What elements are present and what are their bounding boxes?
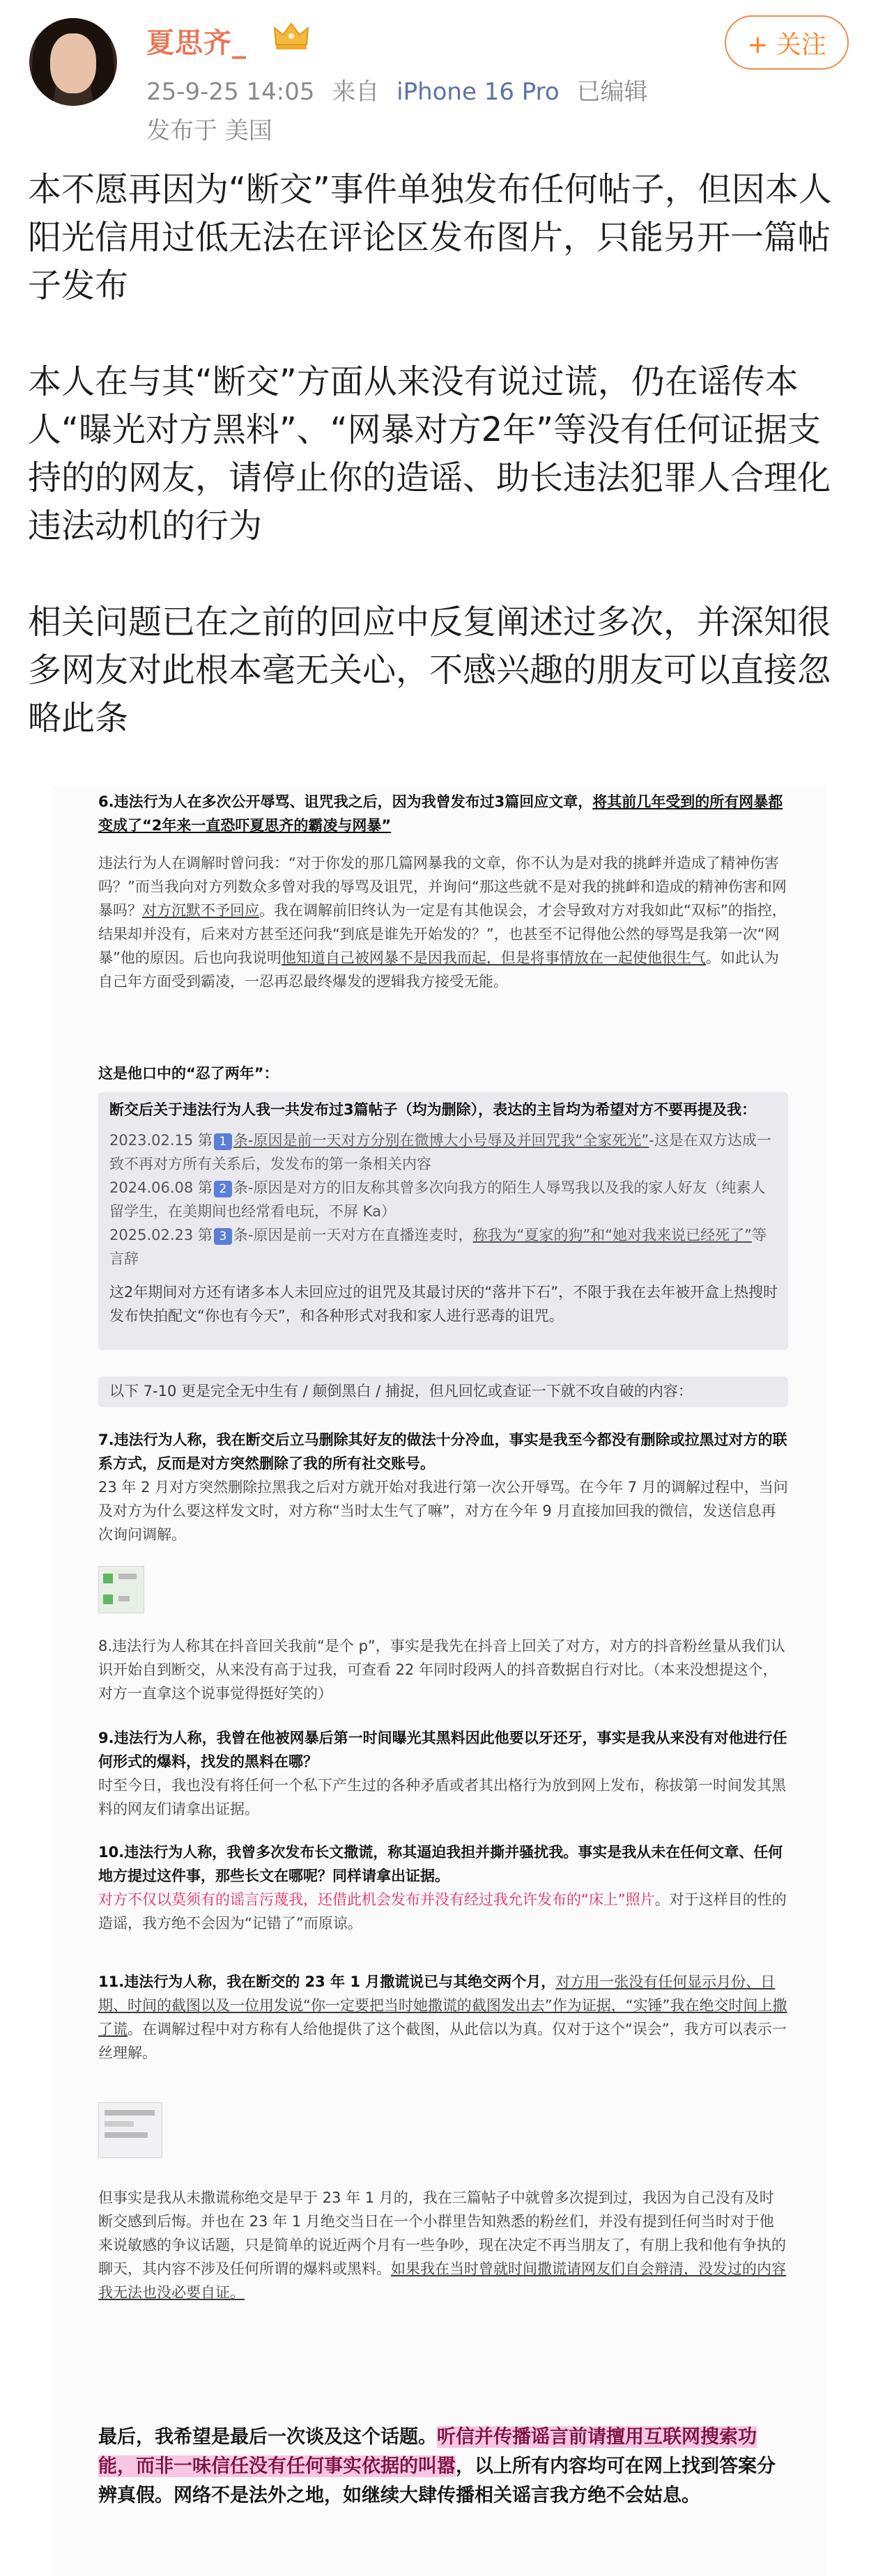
follow-button[interactable]: + 关注 (725, 15, 849, 70)
section-11-continued: 但事实是我从未撒谎称绝交是早于 23 年 1 月的，我在三篇帖子中就曾多次提到过，我因为自己没有及时断交感到后悔。并也在 23 年 1 月绝交当日在一个小群里告知熟悉的粉丝们，并没有提到任何当时对于他来说敏感的争议话题，只是简单的说近两个月有一些争吵，现在决定不再当朋友了，有朋上我和他有争执的聊天，其内容不涉及任何所谓的爆料或黑料。如果我在当时曾就时间撒谎请网友们自会辩清，没发过的内容我无法也没必要自证。 (98, 2189, 786, 2301)
post-header (0, 0, 878, 160)
section-10: 10.违法行为人称，我曾多次发布长文撒谎，称其逼迫我担并撕并骚扰我。事实是我从未在任何文章、任何地方提过这件事，那些长文在哪呢？同样请拿出证据。 对方不仅以莫须有的谣言污蔑我，还借此机会发布并没有经过我允许发布的“床上”照片。对于这样目的性的造谣，我方绝不会因为“记错了”而原谅。 (98, 1844, 787, 1932)
date-entry-1: 2023.02.15 第 1 条-原因是前一天对方分别在微博大小号辱及并回咒我“全家死光”-这是在双方达成一致不再对方所有关系后，发发布的第一条相关内容 (109, 1132, 771, 1172)
section-9: 9.违法行为人称，我曾在他被网暴后第一时间曝光其黑料因此他要以牙还牙，事实是我从来没有对他进行任何形式的爆料，找发的黑料在哪？ 时至今日，我也没有将任何一个私下产生过的各种矛盾或者其出格行为放到网上发布，称拔第一时间发其黑料的网友们请拿出证据。 (98, 1730, 787, 1817)
avatar-face (50, 33, 96, 93)
box-heading: 这是他口中的“忍了两年”： (98, 1065, 279, 1082)
avatar[interactable] (29, 18, 117, 106)
section-7: 7.违法行为人称，我在断交后立马删除其好友的做法十分冷血，事实是我至今都没有删除或拉黑过对方的联系方式，反而是对方突然删除了我的所有社交账号。 23 年 2 月对方突然删除拉黑我之后对方就开始对我进行第一次公开辱骂。在今年 7 月的调解过程中，当问及对方为什么要这样发文时，对方称“当时太生气了嘛”，对方在今年 9 月直接加回我的微信，发送信息再次询问调解。 (98, 1431, 788, 1543)
post-timestamp: 25-9-25 14:05 (146, 78, 315, 106)
screenshot-thumbnail-2[interactable] (98, 2102, 162, 2158)
post-region: 发布于 美国 (146, 117, 272, 145)
notice-strip-text: 以下 7-10 更是完全无中生有 / 颠倒黑白 / 捕捉，但凡回忆或查证一下就不攻自破的内容： (109, 1383, 693, 1399)
section-8: 8.违法行为人称其在抖音回关我前“是个 p”，事实是我先在抖音上回关了对方，对方的抖音粉丝量从我们认识开始自到断交，从来没有高于过我，可查看 22 年同时段两人的抖音数据自行对比。（本来没想提这个，对方一直拿这个说事觉得挺好笑的） (98, 1638, 785, 1702)
section-6-body: 违法行为人在调解时曾问我：“对于你发的那几篇网暴我的文章，你不认为是对我的挑衅并造成了精神伤害吗？”而当我向对方列数众多曾对我的辱骂及诅咒，并询问“那这些就不是对我的挑衅和造成的精神伤害和网暴吗？对方沉默不予回应。我在调解前旧终认为一定是有其他误会，才会导致对方对我如此“双标”的指控，结果却并没有，后来对方甚至还问我“到底是谁先开始发的？”，也甚至不记得他公然的辱骂是我第一次“网暴”他的原因。后也向我说明他知道自己被网暴不是因我而起，但是将事情放在一起使他很生气。如此认为自己年方面受到霸凌，一忍再忍最终爆发的逻辑我方接受无能。 (98, 855, 787, 990)
section-11: 11.违法行为人称，我在断交的 23 年 1 月撒谎说已与其绝交两个月，对方用一张没有任何显示月份、日期、时间的截图以及一位用发说“你一定要把当时她撒谎的截图发出去”作为证据，“实锤”我在绝交时间上撒了谎。在调解过程中对方称有人给他提供了这个截图，从此信以为真。仅对于这个“误会”，我方可以表示一丝理解。 (98, 1973, 787, 2061)
post-meta (146, 72, 658, 107)
post-paragraph: 本不愿再因为“断交”事件单独发布任何帖子，但因本人阳光信用过低无法在评论区发布图片，只能另开一篇帖子发布 (28, 170, 832, 305)
date-entry-2: 2024.06.08 第 2 条-原因是对方的旧友称其曾多次向我方的陌生人辱骂我以及我的家人好友（纯素人留学生，在美期间也经常看电玩，不屏 Ka） (109, 1179, 766, 1220)
source-device[interactable]: iPhone 16 Pro (396, 78, 560, 106)
pink-highlight: 对方不仅以莫须有的谣言污蔑我，还借此机会发布并没有经过我允许发布的“床上”照片 (98, 1891, 655, 1908)
date-entry-3: 2025.02.23 第 3 条-原因是前一天对方在直播连麦时，称我为“夏家的狗”和“她对我来说已经死了”等言辞 (109, 1227, 767, 1267)
post-body (28, 166, 854, 791)
chat-screenshot-thumbnail[interactable] (98, 1566, 144, 1613)
quoted-box-content: 断交后关于违法行为人我一共发布过3篇帖子（均为删除），表达的主旨均为希望对方不要再提及我： 2023.02.15 第 1 条-原因是前一天对方分别在微博大小号辱及并回咒我“全家死光”-这是在双方达成一致不再对方所有关系后，发发布的第一条相关内容 2024.06.08 第 2 条-原因是对方的旧友称其曾多次向我方的陌生人辱骂我以及我的家人好友（纯素人留学生，在美期间也经常看电玩，不屏 Ka） 2025.02.23 第 3 条-原因是前一天对方在直播连麦时，称我为“夏家的狗”和“她对我来说已经死了”等言辞 这2年期间对方还有诸多本人未回应过的诅咒及其最讨厌的“落井下石”，不限于我在去年被开盒上热搜时发布快拍配文“你也有今天”，和各种形式对我和家人进行恶毒的诅咒。 (109, 1101, 778, 1324)
section-6-title: 6.违法行为人在多次公开辱骂、诅咒我之后，因为我曾发布过3篇回应文章，将其前几年受到的所有网暴都变成了“2年来一直恐吓夏思齐的霸凌与网暴” (98, 793, 783, 834)
final-statement: 最后，我希望是最后一次谈及这个话题。听信并传播谣言前请擅用互联网搜索功能，而非一味信任没有任何事实依据的叫嚣，以上所有内容均可在网上找到答案分辨真假。网络不是法外之地，如继续大肆传播相关谣言我方绝不会姑息。 (98, 2426, 776, 2506)
source-prefix: 来自 (332, 78, 380, 106)
user-name[interactable]: 夏思齐_ (146, 27, 247, 59)
attached-document-image[interactable] (52, 786, 826, 2576)
crown-badge-icon (272, 20, 311, 52)
post-paragraph: 相关问题已在之前的回应中反复阐述过多次，并深知很多网友对此根本毫无关心，不感兴趣的朋友可以直接忽略此条 (28, 603, 831, 738)
post-paragraph: 本人在与其“断交”方面从来没有说过谎，仍在谣传本人“曝光对方黑料”、“网暴对方2年”等没有任何证据支持的的网友，请停止你的造谣、助长违法犯罪人合理化违法动机的行为 (28, 362, 831, 545)
highlight-warning: 听信并传播谣言前请擅用互联网搜索功能，而非一味信任没有任何事实依据的叫嚣 (98, 2426, 757, 2477)
edited-flag[interactable]: 已编辑 (576, 78, 648, 106)
